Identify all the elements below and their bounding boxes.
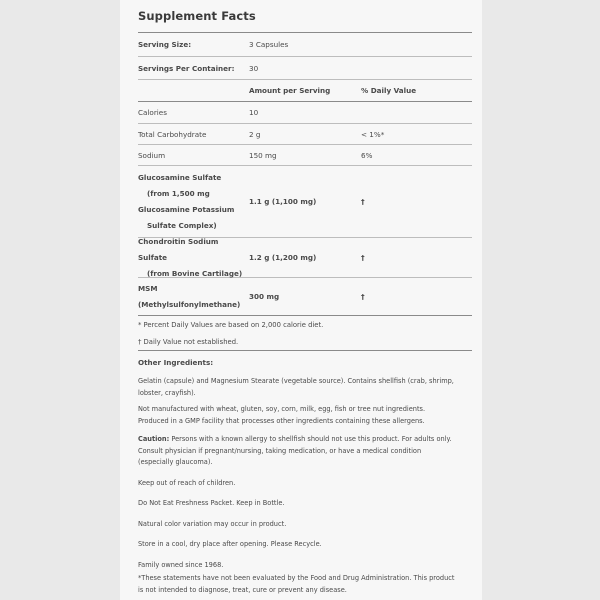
warning-paragraph: Do Not Eat Freshness Packet. Keep in Bottle. [138,499,285,507]
nutrient-name: Sodium [138,150,166,160]
ingredient-source: (from Bovine Cartilage) [147,268,243,278]
footnote: † Daily Value not established. [138,337,239,346]
nutrient-row [138,102,473,123]
ingredient-source: (Methylsulfonylmethane) [138,299,241,309]
nutrient-name: Calories [138,108,167,117]
active-ingredient-row [138,278,473,315]
column-header-row [138,80,473,101]
ingredients-paragraph: Gelatin (capsule) and Magnesium Stearate (vegetable source). Contains shellfish (crab, shrimp, lobster, crayfish). [138,377,454,397]
ingredient-dv: † [361,253,365,262]
serving-size-row [138,33,473,56]
caution-paragraph [138,434,456,469]
ingredient-name: Glucosamine Sulfate [138,172,222,182]
active-ingredient-row [138,238,473,277]
nutrient-name: Total Carbohydrate [138,129,207,139]
ingredient-name: Chondroitin Sodium Sulfate [138,236,219,262]
nutrient-dv: < 1%* [361,129,385,139]
footnote: * Percent Daily Values are based on 2,000 calorie diet. [138,320,324,329]
nutrient-amount: 2 g [249,129,261,139]
caution-label: Caution: [138,435,170,443]
nutrient-amount: 10 [249,108,259,117]
ingredient-dv: † [361,197,365,206]
nutrient-amount: 150 mg [249,150,277,160]
servings-per-container-value: 30 [249,63,259,73]
serving-size-value: 3 Capsules [249,40,289,49]
daily-value-header: % Daily Value [361,86,417,95]
other-ingredients-text [138,376,456,596]
fda-disclaimer: *These statements have not been evaluated by the Food and Drug Administration. This product is not intended to diagnose, treat, cure or prevent any disease. [138,574,455,594]
ingredient-amount: 300 mg [249,292,280,301]
supplement-facts-panel [120,0,482,600]
caution-text: Persons with a known allergy to shellfish should not use this product. For adults only. Consult physician if pregnant/nursing, taking medication, or have a medical condition (especially glaucoma). [138,435,452,466]
ingredient-source: Glucosamine Potassium [138,204,235,214]
family-owned-paragraph: Family owned since 1968. [138,560,224,569]
servings-per-container-label: Servings Per Container: [138,63,235,73]
warning-paragraph: Keep out of reach of children. [138,478,236,487]
nutrient-row [138,124,473,144]
nutrient-dv: 6% [361,150,373,160]
ingredient-amount: 1.2 g (1,200 mg) [249,253,317,262]
ingredient-dv: † [361,292,365,301]
ingredient-source: (from 1,500 mg [147,188,210,198]
storage-paragraph: Store in a cool, dry place after opening. Please Recycle. [138,540,322,548]
amount-header: Amount per Serving [249,86,331,95]
active-ingredient-row [138,166,473,237]
servings-per-container-row [138,57,473,79]
other-ingredients-heading: Other Ingredients: [138,358,214,367]
ingredient-name: MSM [138,283,158,293]
note-paragraph: Natural color variation may occur in product. [138,519,287,528]
allergen-paragraph: Not manufactured with wheat, gluten, soy, corn, milk, egg, fish or tree nut ingredients. Produced in a GMP facility that processes other ingredients containing these allergens. [138,405,426,425]
ingredient-amount: 1.1 g (1,100 mg) [249,197,317,206]
supplement-facts-title: Supplement Facts [138,9,256,23]
ingredient-source: Sulfate Complex) [147,220,217,230]
serving-size-label: Serving Size: [138,40,192,49]
nutrient-row [138,145,473,165]
